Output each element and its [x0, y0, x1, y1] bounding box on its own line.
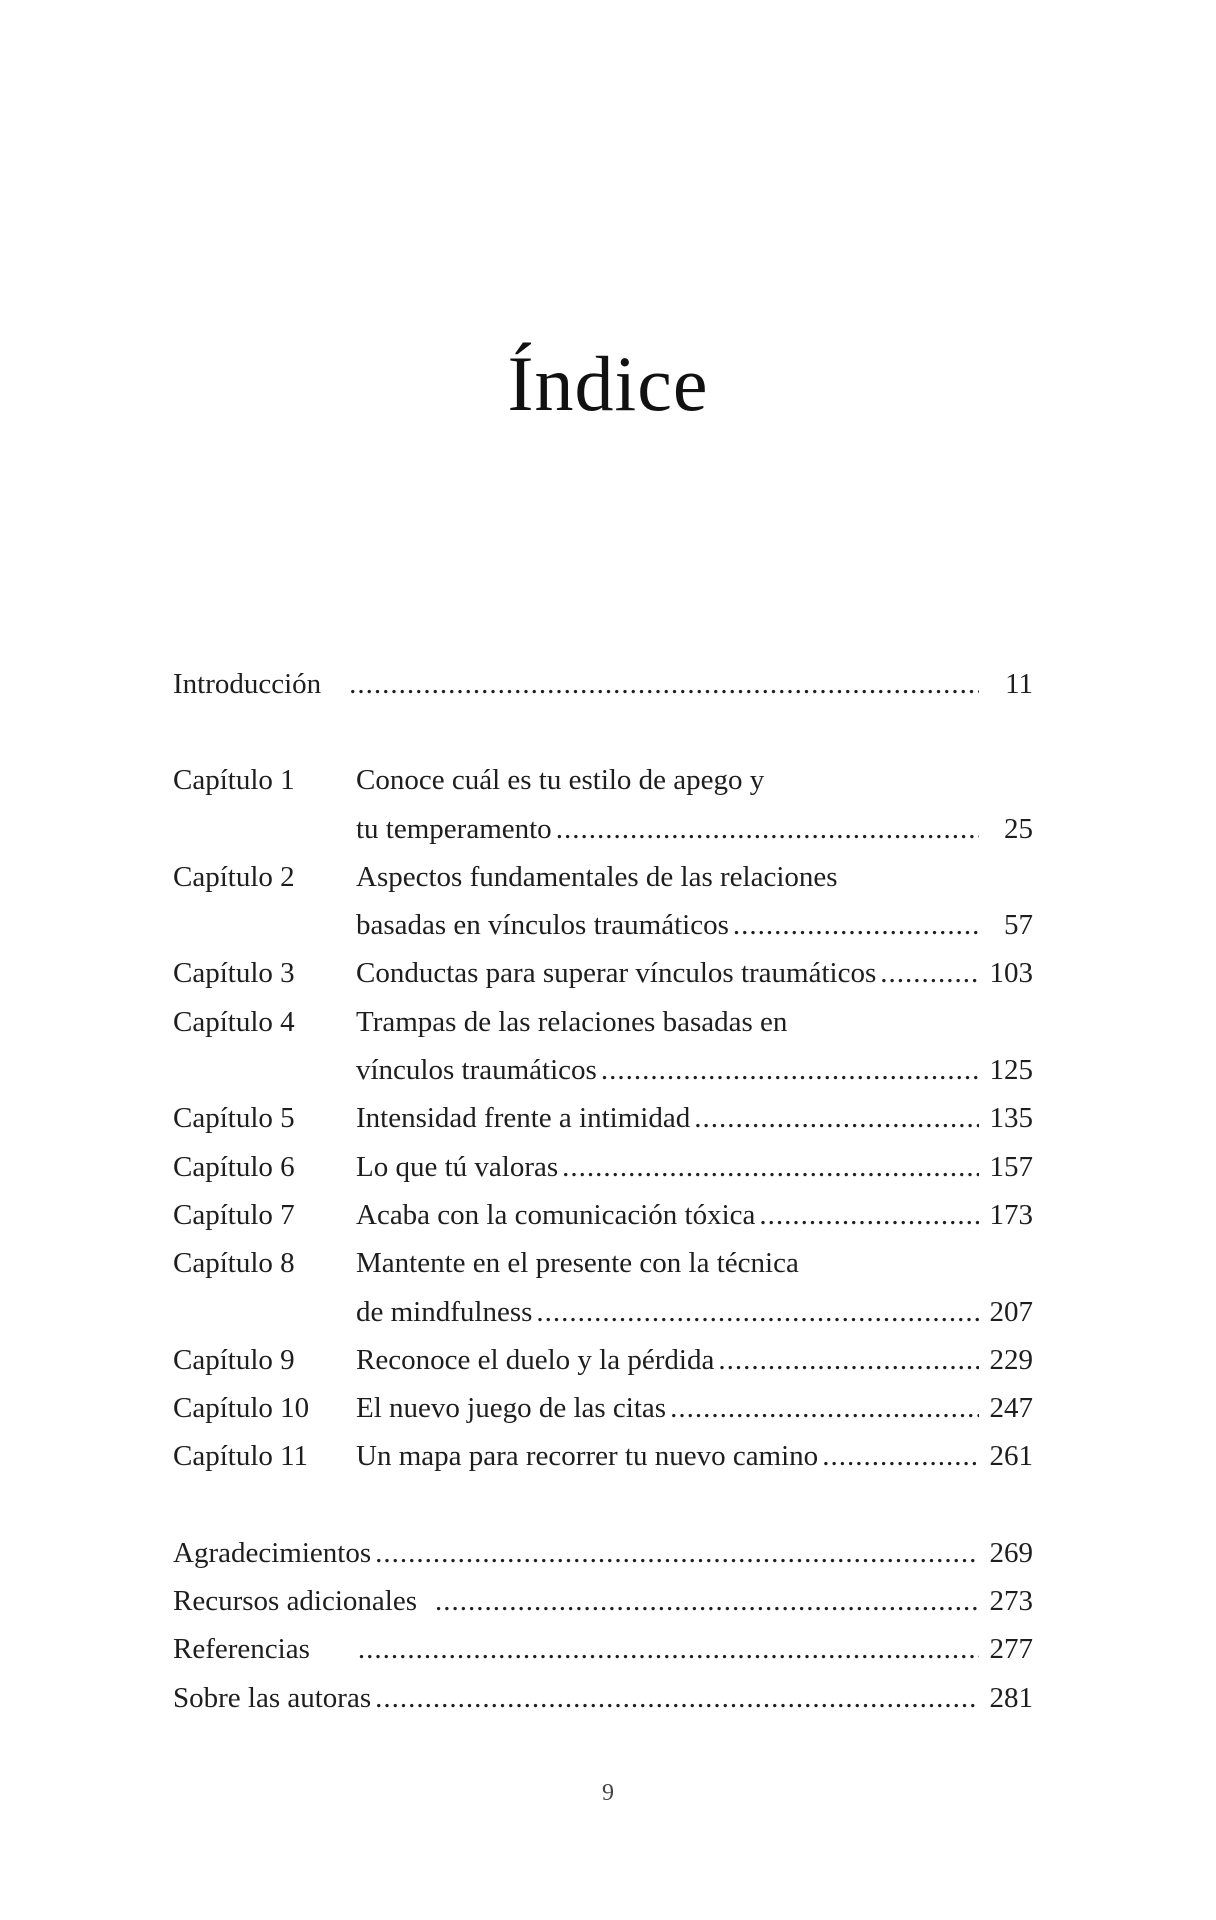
dot-leader: [556, 805, 979, 853]
chapter-label: Capítulo 3: [173, 957, 295, 990]
section-spacer: [173, 708, 1033, 756]
dot-leader: [670, 1384, 979, 1432]
page-title: Índice: [507, 340, 709, 427]
toc-entry-chapter-8[interactable]: [173, 1239, 1033, 1287]
toc-entry-chapter-4[interactable]: [173, 998, 1033, 1046]
toc-page-number: 103: [989, 957, 1033, 990]
toc-entry-label: Sobre las autoras: [173, 1681, 372, 1714]
toc-entry-chapter-1-cont[interactable]: [173, 805, 1033, 853]
dot-leader: [694, 1094, 979, 1142]
dot-leader: [375, 1674, 979, 1722]
toc-page-number: 269: [989, 1536, 1033, 1569]
chapter-title-cont: basadas en vínculos traumáticos: [356, 909, 729, 942]
toc-entry-label: Referencias: [173, 1633, 310, 1666]
dot-leader: [759, 1191, 979, 1239]
chapter-title: Conductas para superar vínculos traumáticos: [356, 957, 877, 990]
chapter-title: Conoce cuál es tu estilo de apego y: [356, 764, 765, 797]
toc-entry-chapter-8-cont[interactable]: [173, 1288, 1033, 1336]
toc-page-number: 229: [989, 1343, 1033, 1376]
toc-entry-references[interactable]: [173, 1625, 1033, 1673]
toc-page-number: 277: [989, 1633, 1033, 1666]
chapter-label: Capítulo 9: [173, 1343, 295, 1376]
chapter-title: Intensidad frente a intimidad: [356, 1102, 691, 1135]
chapter-title: Aspectos fundamentales de las relaciones: [356, 860, 838, 893]
chapter-title: Mantente en el presente con la técnica: [356, 1247, 799, 1280]
chapter-label: Capítulo 4: [173, 1005, 295, 1038]
toc-entry-introduction[interactable]: [173, 660, 1033, 708]
toc-entry-label: Recursos adicionales: [173, 1585, 418, 1618]
toc-entry-chapter-7[interactable]: [173, 1191, 1033, 1239]
toc-entry-additional-resources[interactable]: [173, 1577, 1033, 1625]
chapter-label: Capítulo 2: [173, 860, 295, 893]
toc-entry-chapter-1[interactable]: [173, 756, 1033, 804]
dot-leader: [718, 1336, 979, 1384]
toc-page-number: 57: [1004, 909, 1033, 942]
toc-page-number: 281: [989, 1681, 1033, 1714]
chapter-label: Capítulo 6: [173, 1150, 295, 1183]
chapter-label: Capítulo 1: [173, 764, 295, 797]
dot-leader: [375, 1529, 979, 1577]
chapter-title-cont: vínculos traumáticos: [356, 1054, 597, 1087]
chapter-label: Capítulo 8: [173, 1247, 295, 1280]
chapter-title-cont: de mindfulness: [356, 1295, 533, 1328]
dot-leader: [601, 1046, 979, 1094]
toc-entry-chapter-6[interactable]: [173, 1143, 1033, 1191]
chapter-title-cont: tu temperamento: [356, 812, 552, 845]
toc-entry-chapter-11[interactable]: [173, 1432, 1033, 1480]
chapter-label: Capítulo 7: [173, 1198, 295, 1231]
dot-leader: [880, 949, 979, 997]
chapter-title: Reconoce el duelo y la pérdida: [356, 1343, 715, 1376]
toc-entry-chapter-9[interactable]: [173, 1336, 1033, 1384]
dot-leader: [358, 1625, 979, 1673]
toc-page-number: 207: [989, 1295, 1033, 1328]
chapter-label: Capítulo 11: [173, 1440, 309, 1473]
toc-page-number: 11: [1005, 668, 1033, 700]
dot-leader: [435, 1577, 979, 1625]
dot-leader: [733, 901, 979, 949]
dot-leader: [349, 660, 979, 708]
dot-leader: [822, 1432, 979, 1480]
toc-entry-chapter-4-cont[interactable]: [173, 1046, 1033, 1094]
toc-page-number: 135: [989, 1102, 1033, 1135]
toc-entry-chapter-3[interactable]: [173, 949, 1033, 997]
toc-entry-acknowledgements[interactable]: [173, 1529, 1033, 1577]
dot-leader: [536, 1288, 979, 1336]
chapter-title: El nuevo juego de las citas: [356, 1392, 667, 1425]
toc-entry-chapter-2[interactable]: [173, 853, 1033, 901]
chapter-title: Lo que tú valoras: [356, 1150, 559, 1183]
dot-leader: [562, 1143, 979, 1191]
chapter-title: Trampas de las relaciones basadas en: [356, 1005, 788, 1038]
toc-page-number: 261: [989, 1440, 1033, 1473]
toc-page-number: 173: [989, 1198, 1033, 1231]
toc-page-number: 247: [989, 1392, 1033, 1425]
toc-page-number: 125: [989, 1054, 1033, 1087]
toc-entry-chapter-2-cont[interactable]: [173, 901, 1033, 949]
toc-page-number: 25: [1004, 812, 1033, 845]
toc-page-number: 157: [989, 1150, 1033, 1183]
toc-entry-label: Introducción: [173, 668, 322, 700]
toc-page-number: 273: [989, 1585, 1033, 1618]
table-of-contents: [173, 660, 1033, 1722]
toc-entry-chapter-5[interactable]: [173, 1094, 1033, 1142]
chapter-label: Capítulo 10: [173, 1392, 310, 1425]
chapter-title: Acaba con la comunicación tóxica: [356, 1198, 756, 1231]
chapter-label: Capítulo 5: [173, 1102, 295, 1135]
toc-entry-chapter-10[interactable]: [173, 1384, 1033, 1432]
page-number: 9: [602, 1780, 614, 1806]
toc-entry-about-authors[interactable]: [173, 1674, 1033, 1722]
section-spacer: [173, 1481, 1033, 1529]
toc-entry-label: Agradecimientos: [173, 1536, 372, 1569]
chapter-title: Un mapa para recorrer tu nuevo camino: [356, 1440, 819, 1473]
